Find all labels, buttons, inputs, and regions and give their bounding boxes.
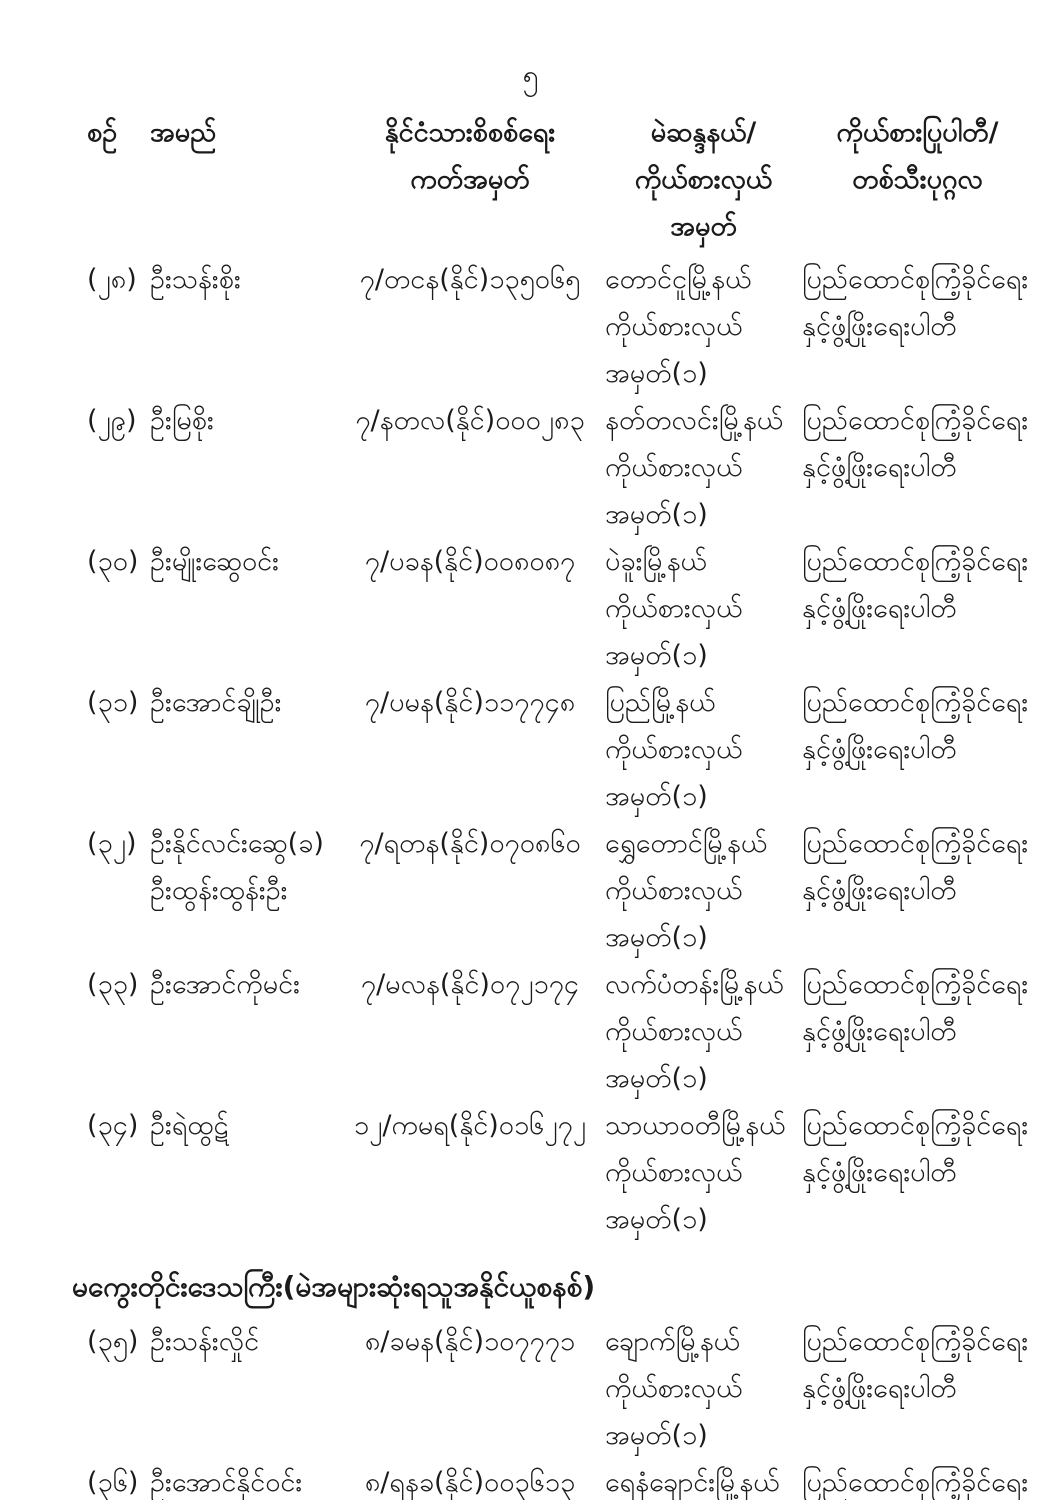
row-serial: (၃၃) [87,969,139,1000]
row-nrc-number: ၇/တငန(နိုင်)၁၃၅၀၆၅ [359,264,581,295]
row-serial: (၃၆) [87,1467,139,1498]
column-header-constituency-line2: ကိုယ်စားလှယ်အမှတ် [634,164,773,242]
row-serial: (၃၂) [87,828,137,859]
row-nrc-number: ၇/နတလ(နိုင်)၀၀၀၂၈၃ [355,405,585,436]
table-row [0,679,1061,820]
row-constituency-line: အမှတ်(၁) [605,781,708,812]
row-party-line: ပြည်ထောင်စုကြံ့ခိုင်ရေး [802,264,1029,295]
row-constituency-line: အမှတ်(၁) [605,640,708,671]
row-name-line: ဦးရဲထွဋ် [150,1110,229,1141]
page-number: ၅ [522,59,539,92]
row-serial: (၂၈) [87,264,137,295]
row-constituency-line: ပဲခူးမြို့နယ် [605,546,707,577]
table-row [0,961,1061,1102]
row-constituency [605,1459,802,1500]
row-constituency-line: ကိုယ်စားလှယ် [605,311,743,342]
row-constituency-line: သာယာဝတီမြို့နယ် [605,1110,786,1141]
row-party-line: ပြည်ထောင်စုကြံ့ခိုင်ရေး [802,687,1029,718]
row-name-line: ဦးမြစိုး [150,405,214,436]
row-name [150,256,335,397]
row-party-line: နှင့်ဖွံ့ဖြိုးရေးပါတီ [802,734,957,765]
row-nrc-number: ၈/ရနခ(နိုင်)၀၀၃၆၁၃ [364,1467,576,1498]
row-constituency [605,961,802,1102]
row-constituency-line: ချောက်မြို့နယ် [605,1326,740,1357]
row-party [802,538,1033,679]
table-row [0,397,1061,538]
column-header-constituency-line1: မဲဆန္ဒနယ်/ [650,117,757,148]
row-party [802,1102,1033,1243]
row-party-line: နှင့်ဖွံ့ဖြိုးရေးပါတီ [802,593,957,624]
row-name-line: ဦးနိုင်လင်းဆွေ(ခ) [150,828,324,859]
row-party-line: ပြည်ထောင်စုကြံ့ခိုင်ရေး [802,1110,1029,1141]
column-header-party [802,109,1033,250]
column-header-serial: စဉ် [87,117,118,148]
row-name [150,820,335,961]
row-nrc-number: ၈/ခမန(နိုင်)၁၀၇၇၇၁ [364,1326,576,1357]
row-name-line: ဦးအောင်ချိုဦး [150,687,282,718]
row-party [802,256,1033,397]
row-constituency-line: နတ်တလင်းမြို့နယ် [605,405,784,436]
row-name-line: ဦးမျိုးဆွေဝင်း [150,546,279,577]
row-name [150,538,335,679]
row-constituency-line: ပြည်မြို့နယ် [605,687,716,718]
table-body [0,256,1061,1500]
row-constituency [605,679,802,820]
row-name [150,397,335,538]
row-name [150,679,335,820]
row-constituency-line: အမှတ်(၁) [605,1420,708,1451]
row-constituency [605,397,802,538]
row-party-line: ပြည်ထောင်စုကြံ့ခိုင်ရေး [802,828,1029,859]
table-row [0,256,1061,397]
column-header-nrc-line2: ကတ်အမှတ် [410,164,530,195]
row-name-line: ဦးသန်းစိုး [150,264,241,295]
row-name [150,1102,335,1243]
column-header-name: အမည် [150,117,217,148]
row-party [802,961,1033,1102]
row-constituency-line: အမှတ်(၁) [605,922,708,953]
row-constituency-line: အမှတ်(၁) [605,1063,708,1094]
row-party-line: ပြည်ထောင်စုကြံ့ခိုင်ရေး [802,969,1029,1000]
row-party [802,1459,1033,1500]
row-party-line: ပြည်ထောင်စုကြံ့ခိုင်ရေး [802,546,1029,577]
row-constituency-line: ကိုယ်စားလှယ် [605,1157,743,1188]
row-party [802,1318,1033,1459]
row-constituency-line: တောင်ငူမြို့နယ် [605,264,752,295]
row-party-line: ပြည်ထောင်စုကြံ့ခိုင်ရေး [802,1467,1029,1498]
table-header-row [0,109,1061,250]
row-nrc-number: ၇/မလန(နိုင်)၀၇၂၁၇၄ [360,969,580,1000]
row-serial: (၃၁) [87,687,139,718]
table-row [0,820,1061,961]
row-party [802,679,1033,820]
row-party-line: နှင့်ဖွံ့ဖြိုးရေးပါတီ [802,1157,957,1188]
row-name [150,1459,335,1500]
row-constituency-line: အမှတ်(၁) [605,1204,708,1235]
row-constituency-line: ရေနံချောင်းမြို့နယ် [605,1467,780,1498]
row-party-line: ပြည်ထောင်စုကြံ့ခိုင်ရေး [802,1326,1029,1357]
row-constituency-line: ကိုယ်စားလှယ် [605,452,743,483]
row-party-line: ပြည်ထောင်စုကြံ့ခိုင်ရေး [802,405,1029,436]
row-constituency-line: အမှတ်(၁) [605,358,708,389]
row-serial: (၃၅) [87,1326,139,1357]
column-header-nrc [335,109,605,250]
row-nrc-number: ၇/ပခန(နိုင်)၀၀၈၀၈၇ [364,546,576,577]
table-row [0,538,1061,679]
table-row [0,1318,1061,1459]
row-constituency [605,1102,802,1243]
row-serial: (၃၄) [87,1110,139,1141]
row-serial: (၂၉) [87,405,137,436]
row-name-line: ဦးအောင်ကိုမင်း [150,969,300,1000]
row-constituency-line: ကိုယ်စားလှယ် [605,1373,743,1404]
row-constituency [605,1318,802,1459]
row-constituency-line: ကိုယ်စားလှယ် [605,734,743,765]
row-nrc-number: ၇/ပမန(နိုင်)၁၁၇၇၄၈ [364,687,576,718]
table-row [0,1459,1061,1500]
row-party-line: နှင့်ဖွံ့ဖြိုးရေးပါတီ [802,452,957,483]
row-party [802,397,1033,538]
column-header-party-line1: ကိုယ်စားပြုပါတီ/ [836,117,999,148]
row-constituency-line: ကိုယ်စားလှယ် [605,593,743,624]
row-party-line: နှင့်ဖွံ့ဖြိုးရေးပါတီ [802,1373,957,1404]
column-header-party-line2: တစ်သီးပုဂ္ဂလ [852,164,983,195]
row-nrc-number: ၁၂/ကမရ(နိုင်)၀၁၆၂၇၂ [353,1110,587,1141]
row-name [150,1318,335,1459]
row-constituency-line: အမှတ်(၁) [605,499,708,530]
row-nrc-number: ၇/ရတန(နိုင်)၀၇၀၈၆၀ [359,828,581,859]
row-party-line: နှင့်ဖွံ့ဖြိုးရေးပါတီ [802,311,957,342]
column-header-nrc-line1: နိုင်ငံသားစိစစ်ရေး [384,117,556,148]
row-name [150,961,335,1102]
row-constituency [605,256,802,397]
row-constituency-line: ကိုယ်စားလှယ် [605,1016,743,1047]
row-party-line: နှင့်ဖွံ့ဖြိုးရေးပါတီ [802,875,957,906]
row-constituency [605,538,802,679]
row-serial: (၃၀) [87,546,139,577]
row-constituency [605,820,802,961]
table-row [0,1102,1061,1243]
row-name-line: ဦးသန်းလှိုင် [150,1326,260,1357]
row-name-line: ဦးထွန်းထွန်းဦး [150,875,288,906]
row-party-line: နှင့်ဖွံ့ဖြိုးရေးပါတီ [802,1016,957,1047]
row-constituency-line: ရွှေတောင်မြို့နယ် [605,828,768,859]
section-title: မကွေးတိုင်းဒေသကြီး(မဲအများဆုံးရသူအနိုင်ယူစနစ်) [72,1270,596,1303]
row-constituency-line: လက်ပံတန်းမြို့နယ် [605,969,784,1000]
column-header-constituency [605,109,802,250]
row-name-line: ဦးအောင်နိုင်ဝင်း [150,1467,303,1498]
row-party [802,820,1033,961]
row-constituency-line: ကိုယ်စားလှယ် [605,875,743,906]
